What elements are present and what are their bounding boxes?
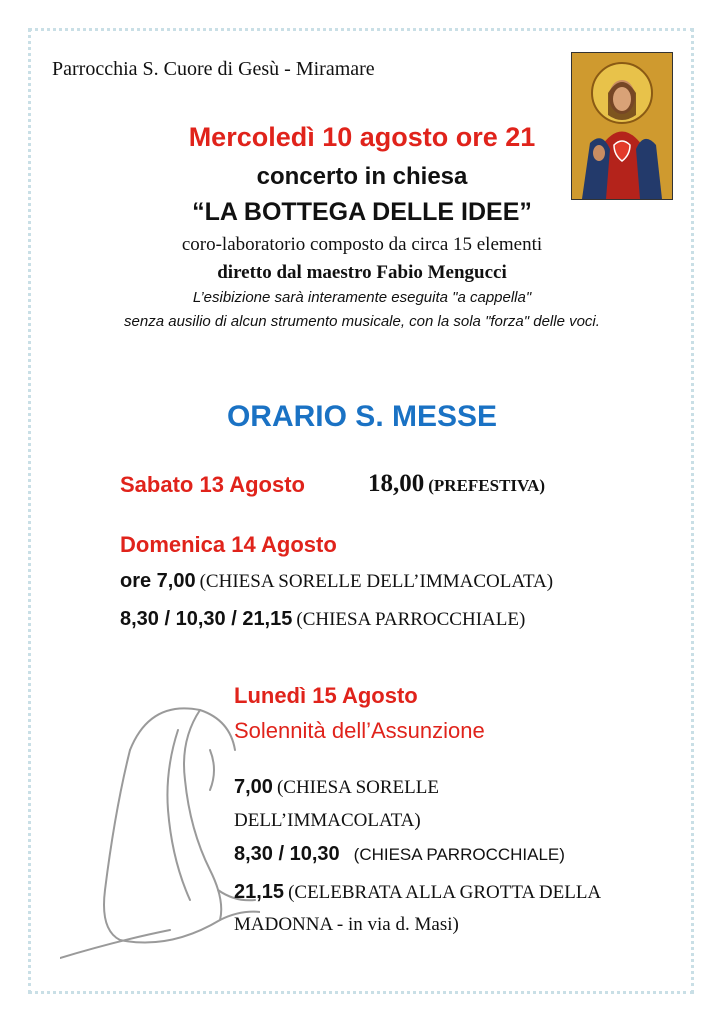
monday-place-3b: MADONNA - in via d. Masi) — [234, 914, 459, 935]
saturday-note: (PREFESTIVA) — [428, 476, 546, 495]
saturday-day: Sabato 13 Agosto — [120, 472, 305, 497]
saturday-mass — [368, 470, 545, 498]
monday-time-3: 21,15 — [234, 881, 285, 903]
performance-note-1: L’esibizione sarà interamente eseguita "a cappella" — [192, 289, 532, 306]
monday-time-2: 8,30 / 10,30 — [234, 843, 340, 865]
sunday-time-1: ore 7,00 — [120, 570, 196, 592]
sunday-day: Domenica 14 Agosto — [120, 532, 337, 557]
sunday-place-2: (CHIESA PARROCCHIALE) — [296, 609, 526, 630]
parish-name: Parrocchia S. Cuore di Gesù - Miramare — [52, 58, 375, 80]
sunday-time-2: 8,30 / 10,30 / 21,15 — [120, 608, 293, 630]
monday-place-2: (CHIESA PARROCCHIALE) — [353, 845, 565, 864]
choir-director: diretto dal maestro Fabio Mengucci — [217, 262, 507, 283]
monday-mass-3 — [234, 881, 601, 904]
monday-time-1: 7,00 — [234, 776, 273, 798]
performance-note-2: senza ausilio di alcun strumento musicale, con la sola "forza" delle voci. — [124, 313, 600, 330]
monday-mass-1 — [234, 776, 439, 799]
sunday-place-1: (CHIESA SORELLE DELL’IMMACOLATA) — [199, 571, 554, 592]
choir-description: coro-laboratorio composto da circa 15 elementi — [181, 234, 543, 255]
concert-date: Mercoledì 10 agosto ore 21 — [188, 122, 536, 152]
mass-schedule-heading: ORARIO S. MESSE — [226, 400, 498, 433]
concert-subtitle: concerto in chiesa — [256, 163, 468, 190]
sunday-mass-2 — [120, 608, 525, 631]
monday-place-1b: DELL’IMMACOLATA) — [234, 810, 421, 831]
monday-mass-2 — [234, 843, 565, 866]
sunday-mass-1 — [120, 570, 553, 593]
madonna-drawing — [60, 690, 260, 970]
monday-place-3a: (CELEBRATA ALLA GROTTA DELLA — [288, 882, 602, 903]
concert-title: “LA BOTTEGA DELLE IDEE” — [192, 198, 532, 226]
monday-place-1a: (CHIESA SORELLE — [276, 777, 439, 798]
saturday-time: 18,00 — [368, 470, 425, 497]
monday-feast: Solennità dell’Assunzione — [234, 718, 485, 743]
monday-day: Lunedì 15 Agosto — [234, 683, 418, 708]
